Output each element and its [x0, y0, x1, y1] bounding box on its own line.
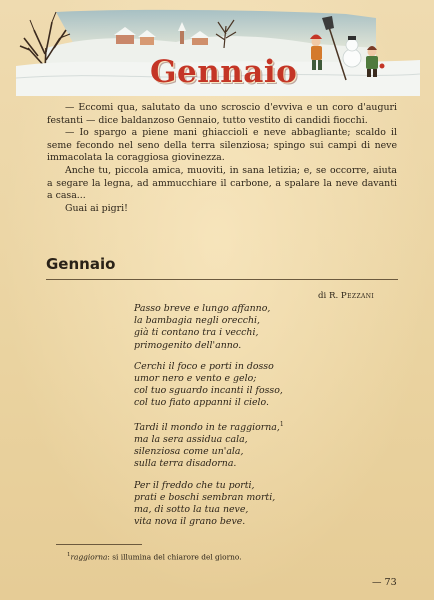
- poem-stanza: [134, 419, 374, 471]
- footnote-divider: [56, 544, 142, 545]
- poem-verse: già ti contano tra i vecchi,: [134, 327, 259, 339]
- poem-verse: silenziosa come un'ala,: [134, 446, 244, 458]
- poem-body: [134, 303, 374, 537]
- poem-verse: la bambagia negli orecchi,: [134, 315, 260, 327]
- footnote-marker: 1: [67, 552, 71, 558]
- note-marker: 1: [279, 420, 284, 428]
- poem-verse: sulla terra disadorna.: [134, 458, 237, 470]
- author-prefix: di R.: [318, 291, 339, 301]
- poem-verse: prati e boschi sembran morti,: [134, 491, 276, 503]
- poem-verse: col tuo sguardo incanti il fosso,: [134, 385, 283, 397]
- poem-verse: ma la sera assidua cala,: [134, 433, 248, 445]
- poem-verse: umor nero e vento e gelo;: [134, 373, 257, 385]
- intro-paragraph: — Io spargo a piene mani ghiaccioli e neve abbagliante; scaldo il seme fecondo nel seno della terra silenziosa; spingo sui campi di neve immacolata la coraggiosa giovinezza.: [47, 127, 397, 164]
- poem-stanza: [134, 480, 374, 529]
- poem-verse: Cerchi il foco e porti in dosso: [134, 360, 274, 372]
- footnote-term: raggiorna: [70, 552, 108, 562]
- poem-verse: ma, di sotto la tua neve,: [134, 503, 249, 515]
- poem-author: [318, 291, 408, 301]
- footnote: [67, 552, 397, 561]
- poem-verse: primogenito dell'anno.: [134, 339, 242, 351]
- poem-title: Gennaio: [46, 255, 116, 273]
- page-number: — 73: [372, 577, 397, 588]
- intro-paragraph: Anche tu, piccola amica, muoviti, in sana letizia; e, se occorre, aiuta a segare la legna, ad ammucchiare il carbone, a spalare la neve davanti a casa...: [47, 164, 397, 202]
- poem-verse: col tuo fiato appanni il cielo.: [134, 397, 270, 409]
- poem-verse: Passo breve e lungo affanno,: [134, 303, 271, 314]
- intro-paragraph: — Eccomi qua, salutato da uno scroscio d'evviva e un coro d'auguri festanti — dice baldanzoso Gennaio, tutto vestito di candidi fiocchi.: [47, 102, 397, 126]
- intro-paragraph: Guai ai pigri!: [65, 202, 128, 214]
- month-title: Gennaio: [150, 54, 298, 90]
- author-name: Pezzani: [340, 291, 375, 301]
- intro-text: [47, 102, 397, 215]
- title-divider: [46, 279, 398, 280]
- footnote-text: : si illumina del chiarore del giorno.: [107, 552, 242, 562]
- poem-verse: vita nova il grano beve.: [134, 516, 246, 528]
- poem-verse: Per il freddo che tu porti,: [134, 479, 255, 491]
- poem-verse: Tardi il mondo in te raggiorna,: [134, 421, 280, 433]
- poem-stanza: [134, 303, 374, 352]
- poem-verse-with-note: [134, 419, 374, 434]
- poem-stanza: [134, 361, 374, 410]
